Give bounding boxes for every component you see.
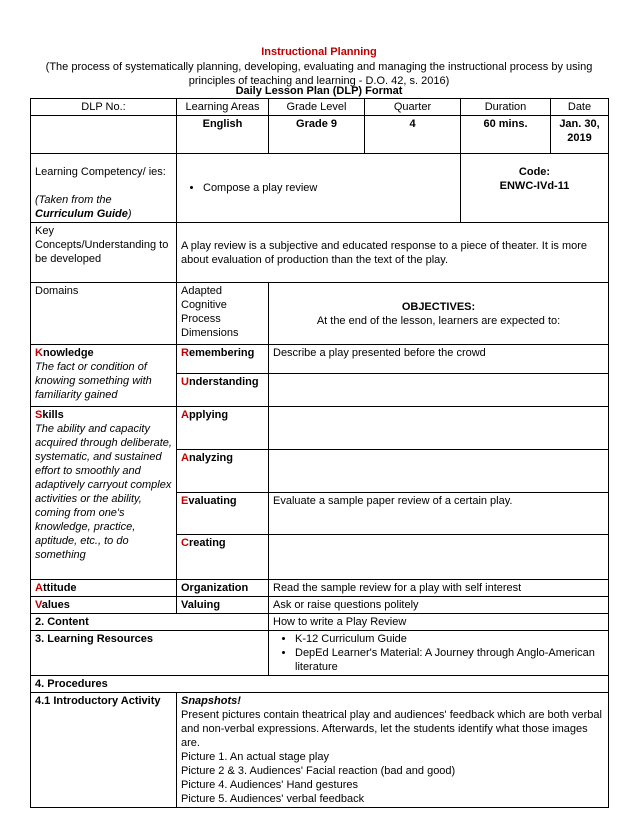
doc-subtitle: (The process of systematically planning, developing, evaluating and managing the instructional process by using principles of teaching and learning - D.O. 42, s. 2016) [45,61,593,87]
competency-item-cell [177,154,461,223]
hdr-learning-areas: Learning Areas [177,99,269,116]
objectives-cell [269,283,609,345]
curriculum-guide-text: Curriculum Guide [35,208,128,220]
hdr-date: Date [551,99,609,116]
hdr-dlp-no: DLP No.: [31,99,177,116]
knowledge-row-1 [31,345,609,374]
level-analyzing-rest: nalyzing [188,452,233,464]
content-label: 2. Content [31,614,269,631]
val-date: Jan. 30, 2019 [551,116,609,154]
val-grade-level: Grade 9 [269,116,365,154]
doc-title: Instructional Planning [261,46,377,58]
values-rest: alues [41,599,70,611]
skills-heading [35,408,172,422]
level-remembering-rest: emembering [188,347,255,359]
info-header-row [31,99,609,116]
knowledge-rest: nowledge [42,347,94,359]
picture-item: Picture 1. An actual stage play [181,751,329,763]
level-applying [177,407,269,450]
procedures-row [31,676,609,693]
knowledge-cell [31,345,177,407]
level-analyzing-initial: A [181,452,189,464]
objective-analyzing [269,450,609,493]
attitude-rest: ttitude [42,582,77,594]
domains-label: Domains [31,283,177,345]
competency-label: Learning Competency/ ies: [35,166,166,178]
attitude-heading [31,580,177,597]
level-understanding-initial: U [181,376,189,388]
key-concepts-label: Key Concepts/Understanding to be developed [31,223,177,283]
process-label: Adapted Cognitive Process Dimensions [177,283,269,345]
competency-label-cell [31,154,177,223]
hdr-duration: Duration [461,99,551,116]
skills-row-1 [31,407,609,450]
values-row [31,597,609,614]
objective-attitude: Read the sample review for a play with self interest [269,580,609,597]
domains-row [31,283,609,345]
competency-note-end: ) [127,208,132,220]
objective-applying [269,407,609,450]
level-creating [177,535,269,580]
level-creating-rest: reating [188,537,226,549]
skills-desc: The ability and capacity acquired through deliberate, systematic, and sustained effort to smoothly and adaptively carryout complex activities or the ability, coming from one's knowledge, practice, aptitude, etc., to do something [35,423,172,561]
hdr-grade-level: Grade Level [269,99,365,116]
level-valuing: Valuing [177,597,269,614]
intro-activity-cell [177,693,609,808]
resources-list [273,632,604,674]
skills-cell [31,407,177,580]
level-evaluating-rest: valuating [188,495,237,507]
competency-note-text: (Taken from the [35,194,112,206]
resource-item: • DepEd Learner's Material: A Journey through Anglo-American literature [295,646,604,674]
competency-item: • Compose a play review [203,181,456,195]
level-understanding [177,374,269,407]
level-creating-initial: C [181,537,189,549]
attitude-row [31,580,609,597]
competency-row [31,154,609,223]
level-remembering-initial: R [181,347,189,359]
level-applying-initial: A [181,409,189,421]
picture-item: Picture 4. Audiences' Hand gestures [181,779,358,791]
competency-note [35,193,172,221]
objective-evaluating: Evaluate a sample paper review of a certain play. [269,493,609,535]
values-heading [31,597,177,614]
val-quarter: 4 [365,116,461,154]
picture-item: Picture 5. Audiences' verbal feedback [181,793,365,805]
objectives-title: OBJECTIVES: [401,300,476,313]
level-understanding-rest: nderstanding [188,376,259,388]
objectives-sub: At the end of the lesson, learners are expected to: [316,314,561,327]
picture-item: Picture 2 & 3. Audiences' Facial reaction (bad and good) [181,765,456,777]
resources-label: 3. Learning Resources [31,631,269,676]
val-dlp-no [31,116,177,154]
info-value-row [31,116,609,154]
knowledge-heading [35,346,172,360]
values-initial: V [35,599,42,611]
content-row [31,614,609,631]
format-title: Daily Lesson Plan (DLP) Format [235,85,403,97]
content-value: How to write a Play Review [269,614,609,631]
intro-text: Present pictures contain theatrical play and audiences' feedback which are both verbal and non-verbal expressions. Afterwards, let the students identify what those images are. [181,709,602,749]
intro-activity-row [31,693,609,808]
level-remembering [177,345,269,374]
val-duration: 60 mins. [461,116,551,154]
level-organization: Organization [177,580,269,597]
level-analyzing [177,450,269,493]
code-label: Code: [518,166,551,178]
procedures-label: 4. Procedures [31,676,609,693]
knowledge-desc: The fact or condition of knowing something with familiarity gained [35,361,152,401]
attitude-initial: A [35,582,43,594]
hdr-quarter: Quarter [365,99,461,116]
dlp-table [30,98,609,808]
knowledge-initial: K [35,347,43,359]
objective-remembering: Describe a play presented before the crowd [269,345,609,374]
resources-row [31,631,609,676]
level-evaluating [177,493,269,535]
resources-list-cell [269,631,609,676]
intro-activity-label: 4.1 Introductory Activity [31,693,177,808]
val-learning-area: English [177,116,269,154]
resource-item: • K-12 Curriculum Guide [295,632,604,646]
skills-initial: S [35,409,43,421]
objective-creating [269,535,609,580]
level-evaluating-initial: E [181,495,189,507]
level-applying-rest: pplying [188,409,229,421]
key-concepts-text: A play review is a subjective and educated response to a piece of theater. It is more about evaluation of production than the text of the play. [177,223,609,283]
snapshots-title: Snapshots! [181,695,241,707]
code-value: ENWC-IVd-11 [499,180,570,192]
skills-rest: kills [42,409,64,421]
objective-values: Ask or raise questions politely [269,597,609,614]
objective-understanding [269,374,609,407]
code-cell [461,154,609,223]
key-concepts-row [31,223,609,283]
